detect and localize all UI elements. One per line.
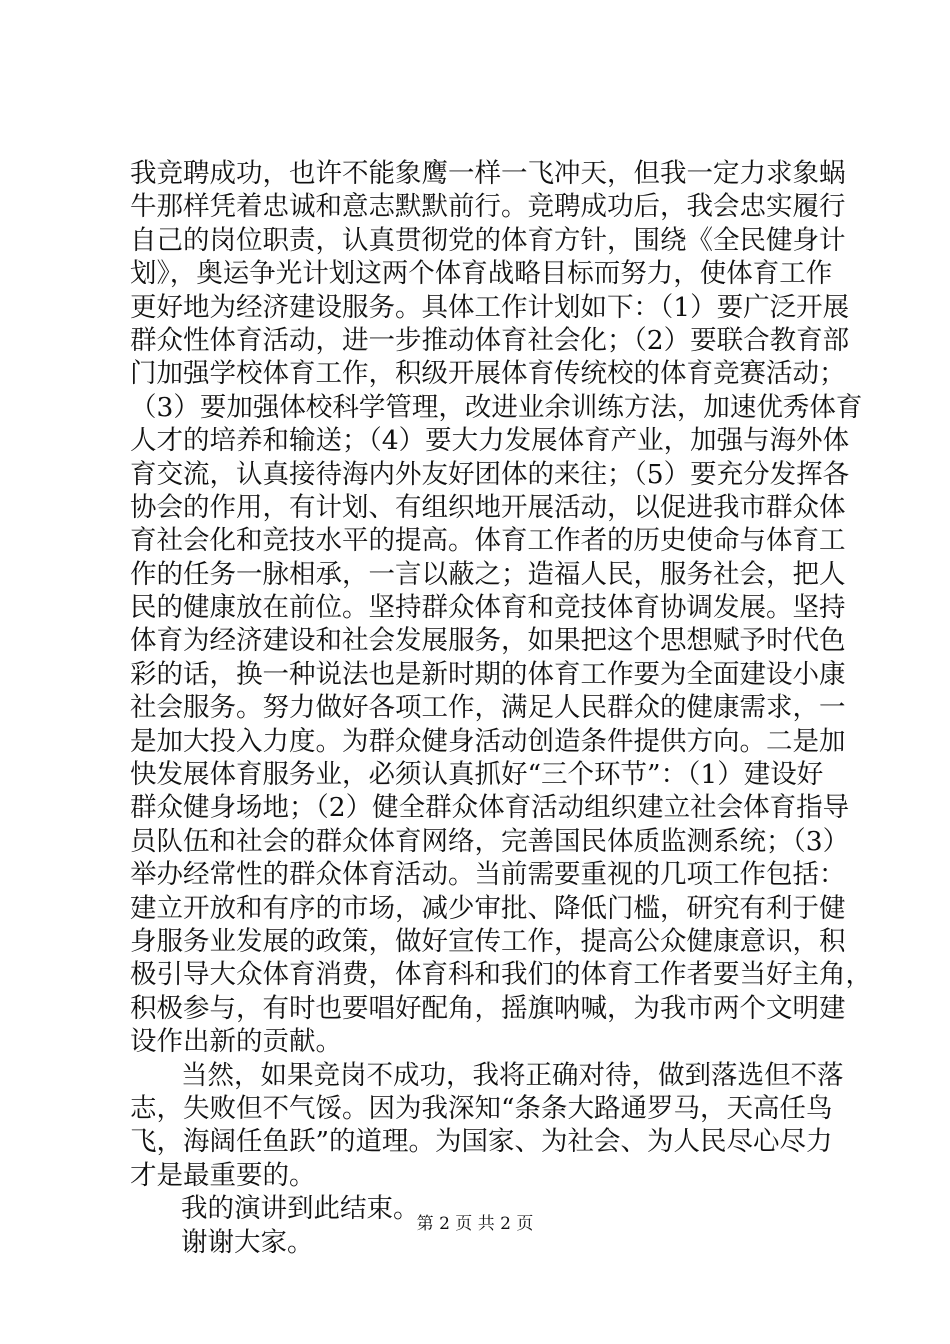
text-line: 人才的培养和输送；（4）要大力发展体育产业，加强与海外体 xyxy=(130,425,850,457)
text-line: 群众性体育活动，进一步推动体育社会化；（2）要联合教育部 xyxy=(130,324,850,356)
text-line: 群众健身场地；（2）健全群众体育活动组织建立社会体育指导 xyxy=(130,792,850,824)
text-line: 志，失败但不气馁。因为我深知“条条大路通罗马，天高任鸟 xyxy=(130,1092,833,1124)
text-line: 我的演讲到此结束。 xyxy=(181,1193,420,1225)
text-line: 举办经常性的群众体育活动。当前需要重视的几项工作包括： xyxy=(130,859,846,891)
text-line: 门加强学校体育工作，积级开展体育传统校的体育竞赛活动； xyxy=(130,358,846,390)
text-line: 设作出新的贡献。 xyxy=(130,1026,342,1058)
text-line: 彩的话，换一种说法也是新时期的体育工作要为全面建设小康 xyxy=(130,658,846,690)
text-line: 体育为经济建设和社会发展服务，如果把这个思想赋予时代色 xyxy=(130,625,846,657)
text-line: 作的任务一脉相承，一言以蔽之；造福人民，服务社会，把人 xyxy=(130,558,846,590)
text-line: 快发展体育服务业，必须认真抓好“三个环节”：（1）建设好 xyxy=(130,759,824,791)
text-line: 育交流，认真接待海内外友好团体的来往；（5）要充分发挥各 xyxy=(130,458,850,490)
paragraph xyxy=(130,1059,844,1193)
text-line: 牛那样凭着忠诚和意志默默前行。竞聘成功后，我会忠实履行 xyxy=(130,191,846,223)
document-body xyxy=(130,157,872,1259)
text-line: 才是最重要的。 xyxy=(130,1159,316,1191)
text-line: 身服务业发展的政策，做好宣传工作，提高公众健康意识，积 xyxy=(130,925,846,957)
text-line: 划》，奥运争光计划这两个体育战略目标而努力，使体育工作 xyxy=(130,258,833,290)
text-line: 是加大投入力度。为群众健身活动创造条件提供方向。二是加 xyxy=(130,725,846,757)
text-line: 我竞聘成功，也许不能象鹰一样一飞冲天，但我一定力求象蜗 xyxy=(130,158,846,189)
text-line: 自己的岗位职责，认真贯彻党的体育方针，围绕《全民健身计 xyxy=(130,224,846,256)
page-footer xyxy=(0,1212,950,1236)
text-line: 更好地为经济建设服务。具体工作计划如下：（1）要广泛开展 xyxy=(130,291,850,323)
paragraph xyxy=(130,157,872,1059)
text-line: 社会服务。努力做好各项工作，满足人民群众的健康需求，一 xyxy=(130,692,846,724)
text-line: 协会的作用，有计划、有组织地开展活动，以促进我市群众体 xyxy=(130,491,846,523)
text-line: 极引导大众体育消费，体育科和我们的体育工作者要当好主角， xyxy=(130,959,872,991)
text-line: 当然，如果竞岗不成功，我将正确对待，做到落选但不落 xyxy=(181,1059,844,1091)
text-line: 飞，海阔任鱼跃”的道理。为国家、为社会、为人民尽心尽力 xyxy=(130,1126,833,1158)
text-line: 员队伍和社会的群众体育网络，完善国民体质监测系统；（3） xyxy=(130,825,850,857)
text-line: （3）要加强体校科学管理，改进业余训练方法，加速优秀体育 xyxy=(130,391,863,423)
text-line: 民的健康放在前位。坚持群众体育和竞技体育协调发展。坚持 xyxy=(130,592,846,624)
text-line: 育社会化和竞技水平的提高。体育工作者的历史使命与体育工 xyxy=(130,525,846,557)
text-line: 积极参与，有时也要唱好配角，摇旗呐喊，为我市两个文明建 xyxy=(130,992,846,1024)
page-number-label: 第 2 页 共 2 页 xyxy=(416,1214,534,1234)
text-line: 谢谢大家。 xyxy=(181,1226,314,1258)
text-line: 建立开放和有序的市场，减少审批、降低门槛，研究有利于健 xyxy=(130,892,846,924)
